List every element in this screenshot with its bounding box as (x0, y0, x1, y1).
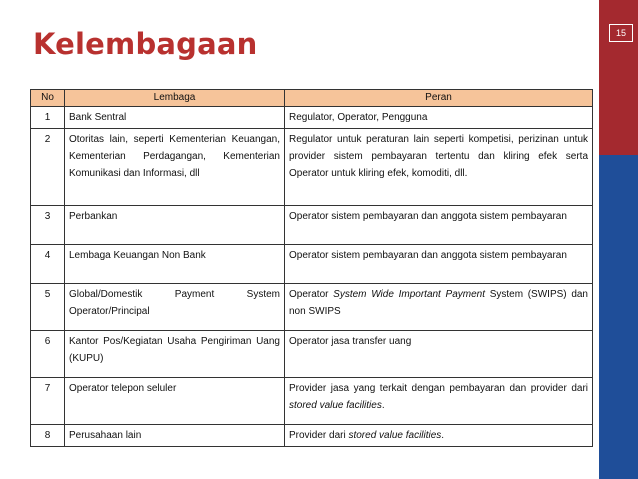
row-peran: Operator jasa transfer uang (285, 331, 593, 378)
row-lembaga: Bank Sentral (65, 107, 285, 129)
peran-emphasis: stored value facilities (289, 400, 382, 411)
table-row (31, 206, 593, 245)
row-peran (285, 284, 593, 331)
table-row (31, 245, 593, 284)
row-lembaga: Operator telepon seluler (65, 378, 285, 425)
peran-text: Provider dari (289, 430, 349, 441)
peran-text: System (SWIPS) dan non SWIPS (289, 289, 588, 317)
row-lembaga: Kantor Pos/Kegiatan Usaha Pengiriman Uang (KUPU) (65, 331, 285, 378)
row-peran: Operator sistem pembayaran dan anggota sistem pembayaran (285, 206, 593, 245)
row-no: 1 (31, 107, 65, 129)
table-row (31, 331, 593, 378)
row-no: 8 (31, 425, 65, 447)
peran-text: . (381, 400, 385, 411)
table-row (31, 284, 593, 331)
row-no: 7 (31, 378, 65, 425)
row-lembaga: Lembaga Keuangan Non Bank (65, 245, 285, 284)
row-no: 2 (31, 129, 65, 206)
row-no: 4 (31, 245, 65, 284)
slide-title: Kelembagaan (33, 27, 258, 61)
row-peran (285, 425, 593, 447)
table-row (31, 107, 593, 129)
page-number: 15 (609, 24, 633, 42)
peran-emphasis: stored value facilities (348, 430, 442, 441)
peran-text: Provider jasa yang terkait dengan pembayaran dan provider dari (289, 383, 588, 394)
institutions-table (30, 89, 593, 447)
peran-emphasis: System Wide Important Payment (333, 289, 485, 300)
row-peran (285, 378, 593, 425)
row-lembaga: Perbankan (65, 206, 285, 245)
row-no: 5 (31, 284, 65, 331)
row-no: 3 (31, 206, 65, 245)
table-row (31, 425, 593, 447)
peran-text: Operator (289, 289, 334, 300)
header-peran: Peran (285, 90, 593, 107)
row-peran: Regulator, Operator, Pengguna (285, 107, 593, 129)
table-row (31, 378, 593, 425)
row-no: 6 (31, 331, 65, 378)
header-lembaga: Lembaga (65, 90, 285, 107)
row-lembaga: Perusahaan lain (65, 425, 285, 447)
row-lembaga: Global/Domestik Payment System Operator/Principal (65, 284, 285, 331)
table-row (31, 129, 593, 206)
row-peran: Regulator untuk peraturan lain seperti kompetisi, perizinan untuk provider sistem pembayaran tertentu dan kliring efek serta Operator untuk kliring efek, komoditi, dll. (285, 129, 593, 206)
header-no: No (31, 90, 65, 107)
row-lembaga: Otoritas lain, seperti Kementerian Keuangan, Kementerian Perdagangan, Kementerian Komunikasi dan Informasi, dll (65, 129, 285, 206)
row-peran: Operator sistem pembayaran dan anggota sistem pembayaran (285, 245, 593, 284)
table-header-row (31, 90, 593, 107)
side-bar-blue (599, 155, 638, 479)
peran-text: . (441, 430, 445, 441)
